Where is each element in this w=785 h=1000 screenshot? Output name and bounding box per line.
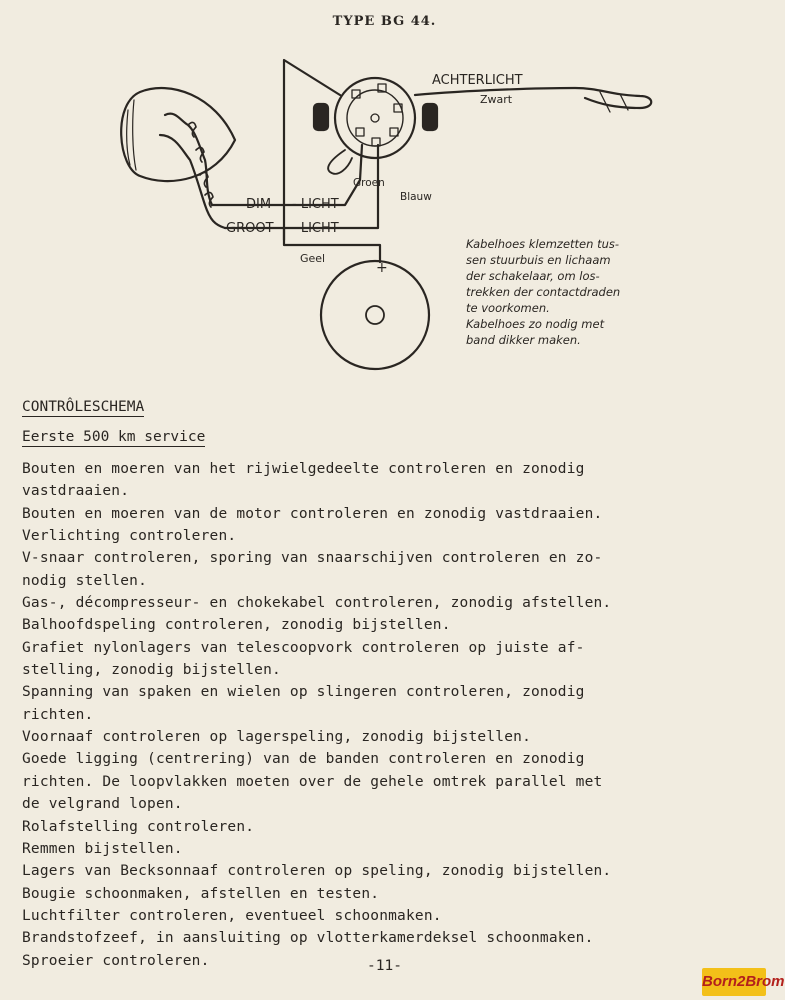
checklist-line: Bouten en moeren van het rijwielgedeelte controleren en zonodig [22,461,585,477]
checklist-line: Balhoofdspeling controleren, zonodig bijstellen. [22,617,451,634]
section-subheading: Eerste 500 km service [22,429,206,445]
checklist-line: Grafiet nylonlagers van telescoopvork controleren op juiste af- [22,639,585,656]
label-achterlicht: ACHTERLICHT [432,73,523,88]
headlamp-icon [121,88,235,181]
page-number: -11- [367,958,402,974]
label-dim-licht: - LICHT [292,197,339,212]
label-groot-licht: - LICHT [292,221,339,236]
page-title: TYPE BG 44. [332,14,437,29]
checklist-line: vastdraaien. [22,483,130,500]
checklist-line: stelling, zonodig bijstellen. [22,662,281,679]
checklist-line: richten. [22,706,94,723]
label-blauw: Blauw [400,191,432,203]
dynamo-icon [321,261,429,369]
checklist-line: Spanning van spaken en wielen op slingeren controleren, zonodig [22,684,585,701]
note-line: te voorkomen. [466,301,550,315]
service-checklist [22,458,752,972]
note-line: trekken der contactdraden [466,285,621,299]
note-line: der schakelaar, om los- [466,269,600,283]
note-line: Kabelhoes zo nodig met [466,317,605,331]
checklist-line: Goede ligging (centrering) van de banden controleren en zonodig [22,751,585,768]
checklist-line: Bouten en moeren van de motor controleren en zonodig vastdraaien. [22,505,603,522]
checklist-line: Brandstofzeef, in aansluiting op vlotterkamerdeksel schoonmaken. [22,930,594,947]
label-geel: Geel [300,252,326,265]
checklist-line: Rolafstelling controleren. [22,818,255,835]
checklist-line: Bougie schoonmaken, afstellen en testen. [22,885,380,902]
checklist-line: richten. De loopvlakken moeten over de gehele omtrek parallel met [22,773,603,790]
checklist-line: Verlichting controleren. [22,528,237,545]
checklist-line: Luchtfilter controleren, eventueel schoonmaken. [22,907,442,924]
note-line: band dikker maken. [466,333,581,347]
checklist-line: nodig stellen. [22,572,148,589]
checklist-line: Voornaaf controleren op lagerspeling, zonodig bijstellen. [22,729,531,746]
watermark-logo: Born2Brom [702,968,766,996]
checklist-line: Lagers van Becksonnaaf controleren op speling, zonodig bijstellen. [22,863,612,880]
label-plus: + [376,260,388,276]
checklist-line: Sproeier controleren. [22,952,210,969]
checklist-line: Gas-, décompresseur- en chokekabel controleren, zonodig afstellen. [22,595,612,612]
section-heading: CONTRÔLESCHEMA [22,399,145,415]
checklist-line: de velgrand lopen. [22,796,183,813]
label-dim: DIM [246,197,272,212]
note-line: sen stuurbuis en lichaam [466,253,611,267]
checklist-line: Remmen bijstellen. [22,840,183,857]
label-groot: GROOT [226,221,274,236]
label-zwart: Zwart [480,93,513,106]
note-line: Kabelhoes klemzetten tus- [466,237,620,251]
checklist-line: V-snaar controleren, sporing van snaarschijven controleren en zo- [22,550,603,567]
label-groen: Groen [353,177,385,189]
diagram-note [466,236,666,348]
